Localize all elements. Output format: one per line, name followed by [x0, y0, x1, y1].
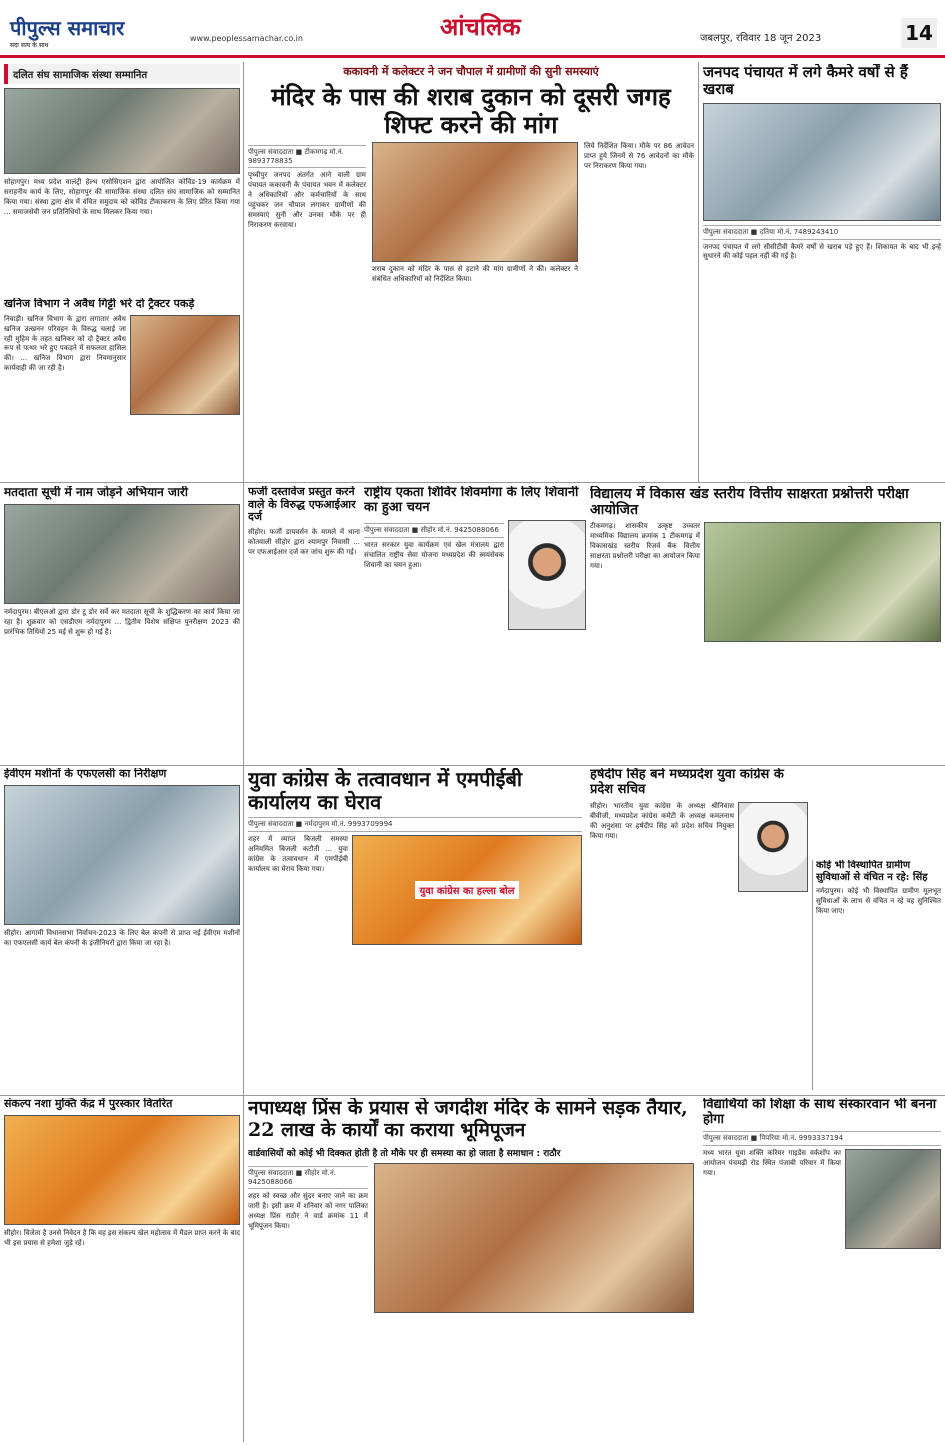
byline-mobile: मो.नं. 9425088066: [248, 1168, 337, 1186]
article-cctv-cameras: [703, 64, 941, 480]
article-body: नर्मदापुरम। बीएलओ द्वारा डोर टू डोर सर्वे कर मतदाता सूची के शुद्धिकरण का कार्य किया जा रहा है। शुक्रवार को एसडीएम नर्मदापुरम ... द्वितीय विशेष संक्षिप्त पुनरीक्षण 2023 की प्रारंभिक तिथियों 25 मई से शुरू हो गई है।: [4, 607, 240, 636]
article-byline: [703, 1131, 941, 1146]
article-students-values: [703, 1098, 941, 1441]
article-portrait: [738, 802, 808, 892]
article-byline: [248, 1166, 368, 1189]
article-body: सीहोर। भारतीय युवा कांग्रेस के अध्यक्ष श्रीनिवास बीवीजी, मध्यप्रदेश कांग्रेस कमेटी के अध्यक्ष कमलनाथ की अनुशंसा पर हर्षदीप सिंह को प्रदेश सचिव नियुक्त किया गया।: [590, 801, 734, 840]
article-de-addiction-centre: [4, 1098, 240, 1441]
section-title: आंचलिक: [440, 12, 521, 41]
byline-text: पीपुल्स संवाददाता ■ सीहोर: [364, 525, 436, 534]
article-byline: [248, 817, 582, 832]
article-body: लिये निर्देशित किया। मौके पर 86 आवेदन प्राप्त हुये जिनमें से 76 आवेदनों का मौके पर निराकरण किया गया।: [584, 142, 694, 171]
article-body: निवाड़ी। खनिज विभाग के द्वारा लगातार अवैध खनिज उत्खनन परिवहन के विरुद्ध चलाई जा रही मुहिम के तहत खनिकर को दो ट्रैक्टर अवैध रूप से पत्थर भरे हुए पकड़ने में सफलता हासिल की। ... खनिज विभाग द्वारा नियमानुसार कार्यवाही की जा रही है।: [4, 314, 126, 373]
article-photo: [374, 1163, 694, 1313]
page-number: 14: [901, 18, 937, 48]
article-khanij-vibhag: [4, 298, 240, 478]
byline-text: पीपुल्स संवाददाता ■ सीहोर: [248, 1168, 320, 1177]
article-dalit-sangh: [4, 64, 240, 296]
column-divider: [812, 860, 813, 1090]
article-photo: [4, 1115, 240, 1225]
article-evm-inspection: [4, 768, 240, 1092]
article-body: सीहोर। फर्जी डायवर्सन के मामले में थाना कोतवाली सीहोर द्वारा श्यामपुर निवासी ... पर एफआईआर दर्ज कर जांच शुरू की गई।: [248, 527, 360, 556]
article-photo: [703, 103, 941, 221]
article-body: शहर में व्याप्त बिजली समस्या अनियमित बिजली कटौती ... युवा कांग्रेस के तत्वावधान में एमपीईबी कार्यालय का घेराव किया गया।: [248, 835, 348, 873]
article-title: खनिज विभाग ने अवैध गिट्टी भरे दो ट्रैक्टर पकड़े: [4, 298, 195, 310]
logo-text: पीपुल्स समाचार: [10, 16, 125, 40]
byline-text: पीपुल्स संवाददाता ■ दतिया: [703, 227, 775, 236]
newspaper-logo[interactable]: [10, 14, 124, 49]
article-byline: [364, 523, 504, 538]
article-displaced-villagers: [816, 860, 941, 1092]
article-shivani-selection: [364, 486, 586, 762]
article-byline: [248, 145, 366, 168]
article-youth-congress-gherao: [248, 768, 582, 1092]
row-divider: [0, 482, 945, 483]
article-jagdish-temple-road: [248, 1098, 694, 1441]
article-kicker: ककावनी में कलेक्टर ने जन चौपाल में ग्रामीणों की सुनी समस्याएं: [343, 65, 599, 78]
row-divider: [0, 1095, 945, 1096]
article-photo: [845, 1149, 941, 1249]
byline-text: पीपुल्स संवाददाता ■ नर्मदापुरम: [248, 820, 330, 828]
byline-text: पीपुल्स संवाददाता ■ पिपरिया: [703, 1133, 780, 1142]
masthead: [0, 0, 945, 58]
article-photo: [352, 835, 582, 945]
article-lead-liquor-shop: [248, 64, 694, 480]
article-subtitle: वार्डवासियों को कोई भी दिक्कत होती है तो मौके पर ही समस्या का हो जाता है समाधान : राठौर: [248, 1148, 561, 1159]
article-title: संकल्प नशा मुक्ति केंद्र में पुरस्कार वितरित: [4, 1098, 173, 1110]
article-body: शराब दुकान को मंदिर के पास से हटाने की मांग ग्रामीणों ने की। कलेक्टर ने संबंधित अधिकारियों को निर्देशित किया।: [372, 265, 578, 284]
article-photo: [4, 88, 240, 174]
article-title: मतदाता सूची में नाम जोड़ने अभियान जारी: [4, 486, 189, 499]
article-photo: [4, 504, 240, 604]
article-voter-list: [4, 486, 240, 762]
article-title: राष्ट्रीय एकता शिविर शिवमोगा के लिए शिवानी का हुआ चयन: [364, 486, 579, 515]
article-title: मंदिर के पास की शराब दुकान को दूसरी जगह शिफ्ट करने की मांग: [271, 82, 671, 139]
article-portrait: [508, 520, 586, 630]
article-body: नर्मदापुरम। कोई भी विस्थापित ग्रामीण मूलभूत सुविधाओं के लाभ से वंचित न रहे यह सुनिश्चित किया जाए।: [816, 887, 941, 915]
article-body: सोहागपुर। मध्य प्रदेश वालंट्री हेल्थ एसोसिएशन द्वारा आयोजित कोविड-19 कार्यक्रम में सराहनीय कार्य के लिए, सोहागपुर की सामाजिक संस्था दलित संघ सामाजिक को सम्मानित किया गया। संस्था द्वारा क्षेत्र में वंचित समुदाय को कोविड टीकाकरण के लिए प्रेरित किया गया ... समाजसेवी जन प्रतिनिधियों के साथ मिलकर किया गया।: [4, 178, 240, 216]
article-photo: [4, 785, 240, 925]
article-body: मध्य भारत युवा शक्ति करियर गाइडेंस वर्कशॉप का आयोजन पंचमढ़ी रोड स्थित पंजाबी परिवार में किया गया।: [703, 1148, 841, 1177]
article-body: टीकमगढ़। शासकीय उत्कृष्ट उच्चतर माध्यमिक विद्यालय क्रमांक 1 टीकमगढ़ में विकासखंड स्तरीय रिजर्व बैंक वित्तीय साक्षरता प्रश्नोत्तरी परीक्षा का आयोजन किया गया।: [590, 522, 700, 570]
article-title: दलित संघ सामाजिक संस्था सम्मानित: [4, 64, 240, 84]
article-title: नपाध्यक्ष प्रिंस के प्रयास से जगदीश मंदिर के सामने सड़क तैयार, 22 लाख के कार्यों का कराया भूमिपूजन: [248, 1098, 688, 1141]
column-divider: [698, 62, 699, 482]
article-photo: [372, 142, 578, 262]
article-body: पृथ्वीपुर जनपद अंतर्गत आने वाली ग्राम पंचायत ककावनी के पंचायत भवन में कलेक्टर ने अधिकारियों और कर्मचारियों के साथ पहुंचकर जन चौपाल लगाकर ग्रामीणों की समस्याएं सुनी और उनका मौके पर ही निराकरण करवाया।: [248, 171, 366, 229]
article-title: जनपद पंचायत में लगे कैमरे वर्षों से हैं खराब: [703, 64, 908, 99]
logo-tagline: सदा सत्य के साथ: [10, 42, 49, 49]
article-title: कोई भी विस्थापित ग्रामीण सुविधाओं से वंचित न रहे: सिंह: [816, 860, 928, 883]
article-title: हर्षदीप सिंह बने मध्यप्रदेश युवा कांग्रेस के प्रदेश सचिव: [590, 768, 784, 797]
article-title: विद्यार्थियों को शिक्षा के साथ संस्कारवान भी बनना होगा: [703, 1098, 937, 1127]
row-divider: [0, 765, 945, 766]
article-title: फर्जी दस्तावेज प्रस्तुत करने वाले के विरुद्ध एफआईआर दर्ज: [248, 486, 356, 524]
article-body: भारत सरकार युवा कार्यक्रम एवं खेल मंत्रालय द्वारा संचालित राष्ट्रीय सेवा योजना मध्यप्रदेश की स्वयंसेवक शिवानी का चयन हुआ।: [364, 540, 504, 569]
column-divider: [243, 62, 244, 1442]
article-body: सीहोर। आगामी विधानसभा निर्वाचन-2023 के लिए बेल कंपनी से प्राप्त नई ईवीएम मशीनों का एफएलसी कार्य बेल कंपनी के इंजीनियरों द्वारा किया जा रहा है।: [4, 928, 240, 947]
article-photo: [704, 522, 941, 642]
article-financial-literacy: [590, 486, 941, 762]
protest-banner: युवा कांग्रेस का हल्ला बोल: [415, 881, 518, 899]
article-fir: [248, 486, 360, 762]
article-harshdeep-singh: [590, 768, 808, 1092]
byline-mobile: मो.नं. 9893778835: [248, 148, 344, 166]
article-title: विद्यालय में विकास खंड स्तरीय वित्तीय साक्षरता प्रश्नोत्तरी परीक्षा आयोजित: [590, 486, 909, 519]
article-photo: [130, 315, 240, 415]
byline-mobile: मो.नं. 9993709994: [331, 820, 393, 828]
article-title: ईवीएम मशीनों के एफएलसी का निरीक्षण: [4, 768, 167, 780]
article-body: जनपद पंचायत में लगे सीसीटीवी कैमरे वर्षों से खराब पड़े हुए हैं। शिकायत के बाद भी इन्हें सुधारने की कोई पहल नहीं की गई है।: [703, 242, 941, 261]
byline-mobile: मो.नं. 9425088066: [437, 525, 499, 534]
dateline: जबलपुर, रविवार 18 जून 2023: [700, 33, 822, 44]
article-body: सीहोर। विजेता है उनसे निवेदन है कि वह इस संकल्प खेल महोत्सव में मैडल प्राप्त करने के बाद भी इस प्रयास से हमेशा जुड़े रहें।: [4, 1228, 240, 1247]
article-title: युवा कांग्रेस के तत्वावधान में एमपीईबी कार्यालय का घेराव: [248, 768, 523, 814]
byline-text: पीपुल्स संवाददाता ■ टीकमगढ़: [248, 148, 328, 157]
article-body: शहर को स्वच्छ और सुंदर बनाए जाने का क्रम जारी है। इसी क्रम में शनिवार को नगर पालिका अध्यक्ष प्रिंस राठौर ने वार्ड क्रमांक 11 में भूमिपूजन किया।: [248, 1191, 368, 1230]
website-link[interactable]: www.peoplessamachar.co.in: [190, 34, 303, 43]
article-byline: [703, 225, 941, 240]
byline-mobile: मो.नं. 7489243410: [777, 227, 839, 236]
byline-mobile: मो.नं. 9993337194: [782, 1133, 844, 1142]
